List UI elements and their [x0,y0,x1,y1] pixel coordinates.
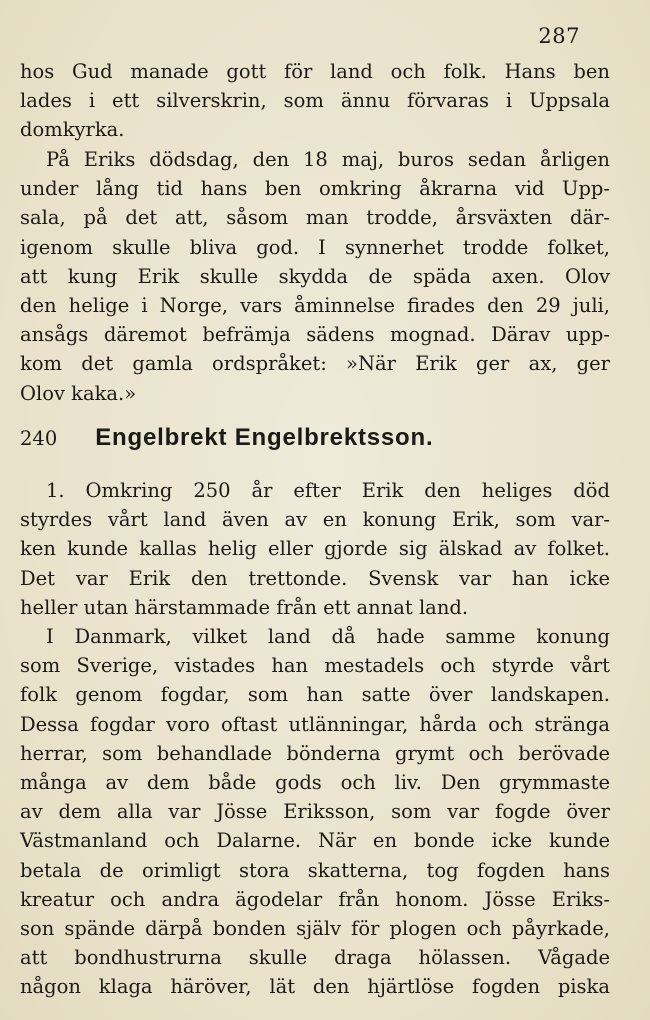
text-line: ansågs däremot befrämja sädens mognad. Därav upp- [20,323,610,347]
text-line: Det var Erik den trettonde. Svensk var han icke [20,566,610,590]
text-line: igenom skulle bliva god. I synnerhet trodde folket, [20,235,610,259]
text-line: domkyrka. [20,118,125,142]
text-line: I Danmark, vilket land då hade samme konung [46,625,610,648]
section-heading [20,424,620,464]
paragraph-continuation [20,57,610,145]
text-line: hos Gud manade gott för land och folk. Hans ben [20,60,610,83]
text-line: kreatur och andra ägodelar från honom. Jösse Eriks- [20,887,610,911]
text-line: På Eriks dödsdag, den 18 maj, buros sedan årligen [46,148,610,171]
page-number: 287 [538,24,580,48]
text-line: son spände därpå bonden själv för plogen och påyrkade, [20,916,610,940]
text-line: folk genom fogdar, som han satte över landskapen. [20,683,610,707]
text-line: heller utan härstammade från ett annat land. [20,595,469,619]
text-line: Olov kaka.» [20,381,137,405]
text-line: herrar, som behandlade bönderna grymt och berövade [20,741,610,765]
paragraph-erik-thirteenth [20,476,610,622]
text-line: betala de orimligt stora skatterna, tog fogden hans [20,858,610,882]
text-line: som Sverige, vistades han mestadels och styrde vårt [20,654,610,678]
section-title: Engelbrekt Engelbrektsson. [95,424,434,451]
text-line: sala, på det att, såsom man trodde, årsväxten där- [20,206,610,230]
section-number: 240 [20,427,58,450]
text-line: Västmanland och Dalarne. När en bonde icke kunde [20,829,610,853]
paragraph-fogdar [20,622,610,1001]
text-line: 1. Omkring 250 år efter Erik den heliges död [46,479,610,502]
paragraph-eriks-day [20,145,610,408]
text-line: Dessa fogdar voro oftast utlänningar, hårda och stränga [20,712,610,736]
text-line: under lång tid hans ben omkring åkrarna vid Upp- [20,177,610,201]
text-line: att kung Erik skulle skydda de späda axen. Olov [20,264,610,288]
text-line: många av dem både gods och liv. Den grymmaste [20,770,610,794]
text-line: ken kunde kallas helig eller gjorde sig älskad av folket. [20,537,610,561]
text-line: att bondhustrurna skulle draga hölassen. Vågade [20,946,610,970]
text-line: kom det gamla ordspråket: »När Erik ger ax, ger [20,352,610,376]
text-line: någon klaga häröver, lät den hjärtlöse fogden piska [20,975,610,999]
text-line: styrdes vårt land även av en konung Erik, som var- [20,508,610,532]
text-line: av dem alla var Jösse Eriksson, som var fogde över [20,800,610,824]
text-line: den helige i Norge, vars åminnelse firades den 29 juli, [20,293,610,317]
text-line: lades i ett silverskrin, som ännu förvaras i Uppsala [20,89,610,113]
